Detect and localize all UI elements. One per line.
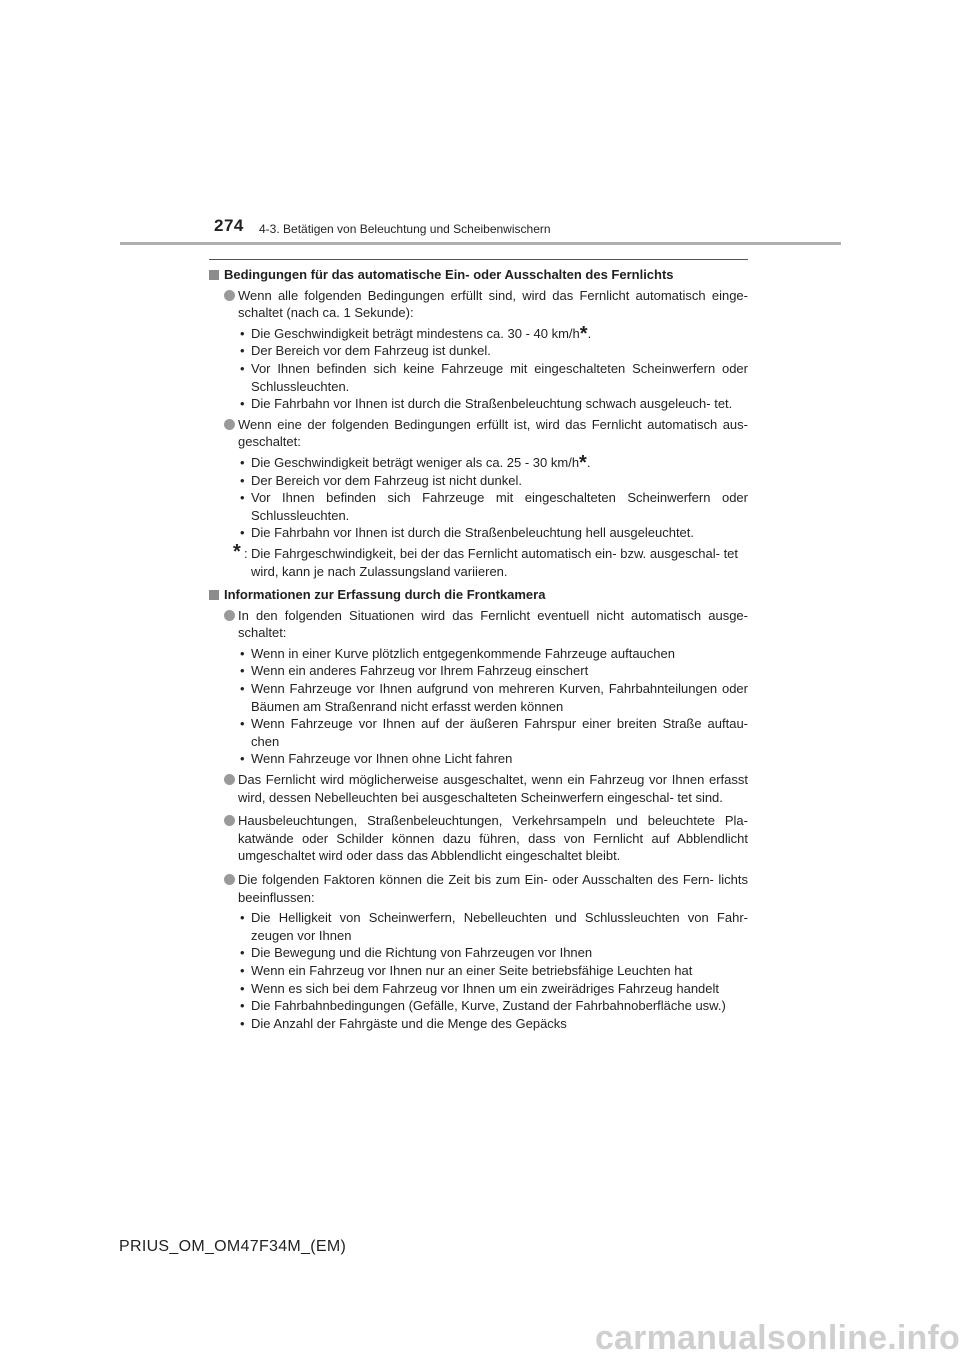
- list-item-text: Die Fahrbahn vor Ihnen ist durch die Straßenbeleuchtung schwach ausgeleuch- tet.: [251, 396, 733, 412]
- list-item: [238, 645, 748, 663]
- list-item: [238, 750, 748, 768]
- list-item-text: Wenn ein anderes Fahrzeug vor Ihrem Fahrzeug einschert: [251, 663, 589, 679]
- bullet-dot: •: [240, 910, 245, 926]
- list-item: [238, 451, 748, 474]
- bullet-dot: •: [240, 645, 245, 661]
- footnote: [209, 540, 748, 580]
- bullet-dot: •: [240, 472, 245, 488]
- bullet-dot: •: [240, 490, 245, 506]
- bullet-dot: •: [240, 360, 245, 376]
- circle-bullet-icon: [224, 815, 235, 826]
- list-item: [238, 489, 748, 524]
- bullet-dot: •: [240, 663, 245, 679]
- bullet-dot: •: [240, 454, 245, 470]
- list-item-text: Vor Ihnen befinden sich keine Fahrzeuge mit eingeschalteten Scheinwerfern oder Schlussleuchten.: [251, 360, 748, 394]
- circle-bullet-icon: [224, 290, 235, 301]
- list-item: [238, 322, 748, 345]
- item-text: Wenn alle folgenden Bedingungen erfüllt sind, wird das Fernlicht automatisch einge- schaltet (nach ca. 1 Sekunde):: [238, 287, 748, 321]
- list-item: [238, 715, 748, 750]
- info-item: [209, 871, 748, 906]
- condition-item: [209, 416, 748, 451]
- list-item: [238, 997, 748, 1015]
- header-divider: [120, 242, 841, 245]
- list-item-text: Die Geschwindigkeit beträgt mindestens ca. 30 - 40 km/h: [251, 325, 580, 341]
- list-item: [238, 962, 748, 980]
- page-number: 274: [214, 216, 244, 235]
- list-item-text: Wenn es sich bei dem Fahrzeug vor Ihnen um ein zweirädriges Fahrzeug handelt: [251, 980, 720, 996]
- list-item-text: Wenn Fahrzeuge vor Ihnen ohne Licht fahren: [251, 751, 513, 767]
- bullet-dot: •: [240, 945, 245, 961]
- footnote-star: *: [579, 451, 587, 474]
- list-item-text: Die Fahrbahnbedingungen (Gefälle, Kurve, Zustand der Fahrbahnoberfläche usw.): [251, 998, 726, 1014]
- watermark: carmanualsonline.info: [594, 1319, 960, 1357]
- condition-item: [209, 287, 748, 322]
- list-item: [238, 1015, 748, 1033]
- bullet-dot: •: [240, 525, 245, 541]
- bullet-dot: •: [240, 1015, 245, 1031]
- list-item-text: Wenn in einer Kurve plötzlich entgegenkommende Fahrzeuge auftauchen: [251, 645, 675, 661]
- item-text: In den folgenden Situationen wird das Fernlicht eventuell nicht automatisch ausge- schaltet:: [238, 607, 748, 641]
- bullet-dot: •: [240, 396, 245, 412]
- list-item: [238, 524, 748, 542]
- list-item-text: Die Fahrbahn vor Ihnen ist durch die Straßenbeleuchtung hell ausgeleuchtet.: [251, 525, 695, 541]
- bullet-list: [209, 451, 748, 542]
- bullet-dot: •: [240, 716, 245, 732]
- circle-bullet-icon: [224, 874, 235, 885]
- circle-bullet-icon: [224, 419, 235, 430]
- list-item-text: Der Bereich vor dem Fahrzeug ist dunkel.: [251, 343, 491, 359]
- list-item: [238, 909, 748, 944]
- list-item-text: Die Helligkeit von Scheinwerfern, Nebelleuchten und Schlussleuchten von Fahr- zeugen vor Ihnen: [251, 910, 748, 943]
- bullet-dot: •: [240, 681, 245, 697]
- bullet-dot: •: [240, 998, 245, 1014]
- bullet-list: [209, 909, 748, 1032]
- list-item: [238, 662, 748, 680]
- info-item: [209, 771, 748, 806]
- bullet-list: [209, 645, 748, 768]
- item-text: Das Fernlicht wird möglicherweise ausgeschaltet, wenn ein Fahrzeug vor Ihnen erfasst wird, dessen Nebelleuchten bei ausgeschalteten Scheinwerfern eingeschal- tet sind.: [238, 772, 748, 805]
- circle-bullet-icon: [224, 610, 235, 621]
- bullet-list: [209, 322, 748, 413]
- bullet-dot: •: [240, 325, 245, 341]
- bullet-dot: •: [240, 962, 245, 978]
- list-item: [238, 472, 748, 490]
- document-code: PRIUS_OM_OM47F34M_(EM): [119, 1238, 347, 1255]
- list-item-text: Die Bewegung und die Richtung von Fahrzeugen vor Ihnen: [251, 945, 593, 961]
- list-item: [238, 944, 748, 962]
- bullet-dot: •: [240, 980, 245, 996]
- list-item-text: Wenn ein Fahrzeug vor Ihnen nur an einer Seite betriebsfähige Leuchten hat: [251, 962, 693, 978]
- square-bullet-icon: [209, 590, 219, 600]
- square-bullet-icon: [209, 270, 219, 280]
- footnote-text: Die Fahrgeschwindigkeit, bei der das Fernlicht automatisch ein- bzw. ausgeschal- tet wird, kann je nach Zulassungsland variieren.: [251, 545, 739, 579]
- footnote-colon: :: [244, 545, 248, 561]
- period: .: [586, 454, 591, 470]
- footnote-marker: *: [233, 540, 241, 563]
- list-item-text: Vor Ihnen befinden sich Fahrzeuge mit eingeschalteten Scheinwerfern oder Schlussleuchten.: [251, 490, 748, 523]
- list-item-text: Wenn Fahrzeuge vor Ihnen auf der äußeren Fahrspur einer breiten Straße auftau- chen: [251, 716, 748, 749]
- bullet-dot: •: [240, 751, 245, 767]
- list-item-text: Die Geschwindigkeit beträgt weniger als ca. 25 - 30 km/h: [251, 454, 580, 470]
- list-item: [238, 680, 748, 715]
- section-title: 4-3. Betätigen von Beleuchtung und Scheibenwischern: [259, 222, 551, 236]
- list-item: [238, 342, 748, 360]
- content-divider: [209, 259, 748, 260]
- list-item: [238, 980, 748, 998]
- circle-bullet-icon: [224, 774, 235, 785]
- footnote-star: *: [579, 322, 588, 345]
- heading-text: Bedingungen für das automatische Ein- oder Ausschalten des Fernlichts: [224, 267, 674, 282]
- main-content: [209, 266, 748, 1035]
- list-item-text: Der Bereich vor dem Fahrzeug ist nicht dunkel.: [251, 472, 522, 488]
- list-item: [238, 360, 748, 395]
- section-heading: [209, 586, 748, 604]
- period: .: [587, 325, 592, 341]
- info-item: [209, 812, 748, 865]
- list-item-text: Wenn Fahrzeuge vor Ihnen aufgrund von mehreren Kurven, Fahrbahnteilungen oder Bäumen am Straßenrand nicht erfasst werden können: [251, 681, 748, 714]
- page-header: [0, 0, 960, 250]
- section-heading: [209, 266, 748, 284]
- list-item: [238, 395, 748, 413]
- item-text: Wenn eine der folgenden Bedingungen erfüllt ist, wird das Fernlicht automatisch aus- geschaltet:: [238, 416, 748, 450]
- item-text: Die folgenden Faktoren können die Zeit bis zum Ein- oder Ausschalten des Fern- lichts beeinflussen:: [238, 872, 748, 905]
- list-item-text: Die Anzahl der Fahrgäste und die Menge des Gepäcks: [251, 1015, 567, 1031]
- item-text: Hausbeleuchtungen, Straßenbeleuchtungen, Verkehrsampeln und beleuchtete Pla- katwände oder Schilder können dazu führen, dass von Fernlicht auf Abblendlicht umgeschaltet wird oder dass das Abblendlicht eingeschaltet bleibt.: [238, 813, 748, 864]
- info-item: [209, 607, 748, 642]
- bullet-dot: •: [240, 343, 245, 359]
- heading-text: Informationen zur Erfassung durch die Frontkamera: [224, 587, 546, 603]
